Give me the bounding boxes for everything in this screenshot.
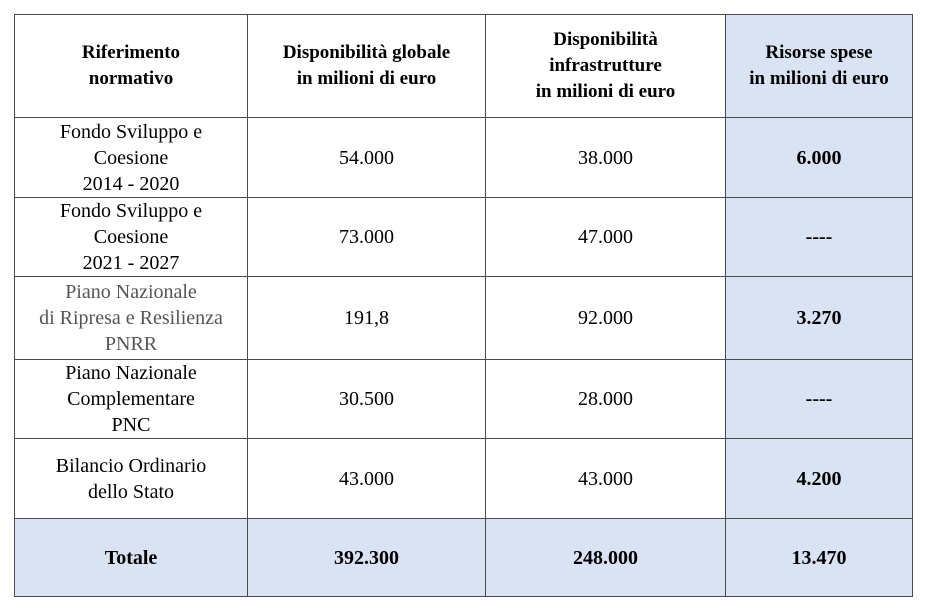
cell-totale-label: Totale <box>15 519 248 597</box>
cell-globale: 54.000 <box>248 118 486 198</box>
cell-globale: 30.500 <box>248 360 486 439</box>
cell-globale: 43.000 <box>248 439 486 519</box>
cell-infrastrutture: 38.000 <box>486 118 726 198</box>
cell-infrastrutture: 47.000 <box>486 198 726 277</box>
table-row <box>15 198 913 277</box>
cell-totale-infrastrutture: 248.000 <box>486 519 726 597</box>
cell-riferimento: Fondo Sviluppo e Coesione 2021 - 2027 <box>15 198 248 277</box>
cell-spese: 4.200 <box>726 439 913 519</box>
cell-spese: ---- <box>726 198 913 277</box>
cell-spese: 6.000 <box>726 118 913 198</box>
cell-riferimento: Fondo Sviluppo e Coesione 2014 - 2020 <box>15 118 248 198</box>
table-header-row <box>15 15 913 118</box>
cell-globale: 191,8 <box>248 277 486 360</box>
header-riferimento-normativo: Riferimento normativo <box>15 15 248 118</box>
header-disponibilita-globale: Disponibilità globale in milioni di euro <box>248 15 486 118</box>
cell-globale: 73.000 <box>248 198 486 277</box>
cell-infrastrutture: 28.000 <box>486 360 726 439</box>
table-row <box>15 439 913 519</box>
cell-riferimento: Piano Nazionale di Ripresa e Resilienza PNRR <box>15 277 248 360</box>
resources-table <box>14 14 913 597</box>
cell-spese: 3.270 <box>726 277 913 360</box>
table-row <box>15 360 913 439</box>
cell-infrastrutture: 43.000 <box>486 439 726 519</box>
table-total-row <box>15 519 913 597</box>
table-row <box>15 118 913 198</box>
cell-totale-globale: 392.300 <box>248 519 486 597</box>
header-disponibilita-infrastrutture: Disponibilità infrastrutture in milioni di euro <box>486 15 726 118</box>
cell-riferimento: Bilancio Ordinario dello Stato <box>15 439 248 519</box>
cell-spese: ---- <box>726 360 913 439</box>
cell-totale-spese: 13.470 <box>726 519 913 597</box>
header-risorse-spese: Risorse spese in milioni di euro <box>726 15 913 118</box>
table-row <box>15 277 913 360</box>
cell-infrastrutture: 92.000 <box>486 277 726 360</box>
cell-riferimento: Piano Nazionale Complementare PNC <box>15 360 248 439</box>
